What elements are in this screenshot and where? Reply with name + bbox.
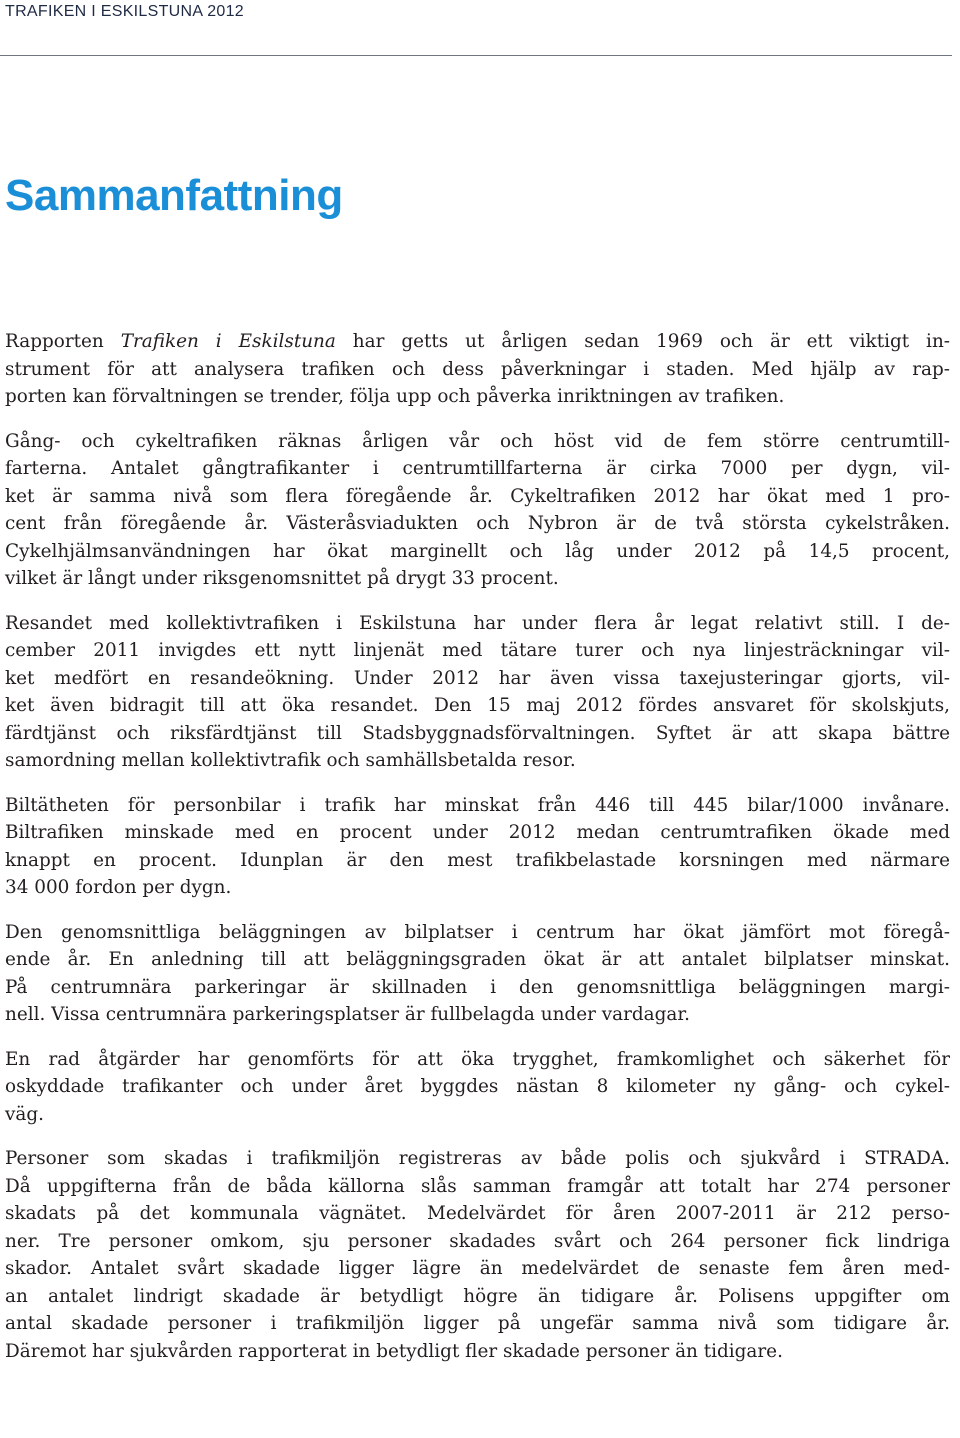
- text-line: nell. Vissa centrumnära parkeringsplatser är fullbelagda under vardagar.: [5, 1004, 690, 1025]
- text-line: 34 000 fordon per dygn.: [5, 877, 232, 898]
- text-line: Den genomsnittliga beläggningen av bilplatser i centrum har ökat jämfört mot föregå-: [5, 921, 950, 943]
- text-line: ket medfört en resandeökning. Under 2012 har även vissa taxejusteringar gjorts, vil-: [5, 667, 950, 689]
- text-line: väg.: [5, 1103, 44, 1125]
- text-line: ket är samma nivå som flera föregående år. Cykeltrafiken 2012 har ökat med 1 pro-: [5, 485, 950, 507]
- header-rule: [0, 55, 952, 56]
- running-header: TRAFIKEN I ESKILSTUNA 2012: [5, 3, 244, 20]
- body-text: [5, 328, 950, 1365]
- text-line: skador. Antalet svårt skadade ligger lägre än medelvärdet de senaste fem åren med-: [5, 1258, 950, 1279]
- text-line: samordning mellan kollektivtrafik och samhällsbetalda resor.: [5, 750, 576, 771]
- paragraph-injuries: [5, 1145, 950, 1365]
- paragraph-parking: [5, 919, 950, 1029]
- text-line: Biltrafiken minskade med en procent under 2012 medan centrumtrafiken ökade med: [5, 822, 950, 843]
- report-title-italic: Trafiken i Eskilstuna: [120, 331, 336, 352]
- text-line: Gång- och cykeltrafiken räknas årligen vår och höst vid de fem större centrumtill-: [5, 430, 950, 452]
- text-line: Biltätheten för personbilar i trafik har minskat från 446 till 445 bilar/1000 invånare.: [5, 794, 950, 816]
- text-line: ket även bidragit till att öka resandet. Den 15 maj 2012 fördes ansvaret för skolskjuts,: [5, 695, 950, 716]
- text-line: antal skadade personer i trafikmiljön ligger på ungefär samma nivå som tidigare år.: [5, 1313, 950, 1334]
- page-title: Sammanfattning: [5, 171, 343, 220]
- text-line: knappt en procent. Idunplan är den mest trafikbelastade korsningen med närmare: [5, 849, 950, 871]
- text-line: vilket är långt under riksgenomsnittet på drygt 33 procent.: [5, 568, 559, 589]
- text-line: På centrumnära parkeringar är skillnaden i den genomsnittliga beläggningen margi-: [5, 976, 950, 998]
- text-line: ende år. En anledning till att beläggningsgraden ökat är att antalet bilplatser minskat.: [5, 949, 950, 970]
- paragraph-intro: [5, 328, 950, 411]
- text-line: farterna. Antalet gångtrafikanter i centrumtillfarterna är cirka 7000 per dygn, vil-: [5, 458, 950, 479]
- paragraph-walking-cycling: [5, 428, 950, 593]
- text-line: Personer som skadas i trafikmiljön registreras av både polis och sjukvård i STRADA.: [5, 1148, 950, 1169]
- text-line: cember 2011 invigdes ett nytt linjenät med tätare turer och nya linjesträckningar vil-: [5, 640, 950, 661]
- text-line: Resandet med kollektivtrafiken i Eskilstuna har under flera år legat relativt still. I de-: [5, 612, 950, 634]
- text-line: En rad åtgärder har genomförts för att öka trygghet, framkomlighet och säkerhet för: [5, 1048, 950, 1070]
- paragraph-public-transport: [5, 610, 950, 775]
- text-line: Rapporten Trafiken i Eskilstuna har getts ut årligen sedan 1969 och är ett viktigt in-: [5, 331, 950, 352]
- paragraph-safety-measures: [5, 1046, 950, 1129]
- text-line: Cykelhjälmsanvändningen har ökat marginellt och låg under 2012 på 14,5 procent,: [5, 540, 950, 562]
- text-line: färdtjänst och riksfärdtjänst till Stadsbyggnadsförvaltningen. Syftet är att skapa bättre: [5, 722, 950, 744]
- text-line: skadats på det kommunala vägnätet. Medelvärdet för åren 2007-2011 är 212 perso-: [5, 1203, 950, 1224]
- text-line: porten kan förvaltningen se trender, följa upp och påverka inriktningen av trafiken.: [5, 386, 785, 407]
- text-line: Då uppgifterna från de båda källorna slås samman framgår att totalt har 274 personer: [5, 1175, 950, 1197]
- text-line: Däremot har sjukvården rapporterat in betydligt fler skadade personer än tidigare.: [5, 1340, 783, 1362]
- text-line: cent från föregående år. Västeråsviadukten och Nybron är de två största cykelstråken.: [5, 513, 950, 534]
- text-line: an antalet lindrigt skadade är betydligt högre än tidigare år. Polisens uppgifter om: [5, 1285, 950, 1307]
- text-line: oskyddade trafikanter och under året byggdes nästan 8 kilometer ny gång- och cykel-: [5, 1076, 950, 1097]
- paragraph-car-traffic: [5, 792, 950, 902]
- text-line: strument för att analysera trafiken och dess påverkningar i staden. Med hjälp av rap-: [5, 358, 950, 380]
- text-line: ner. Tre personer omkom, sju personer skadades svårt och 264 personer fick lindriga: [5, 1230, 950, 1252]
